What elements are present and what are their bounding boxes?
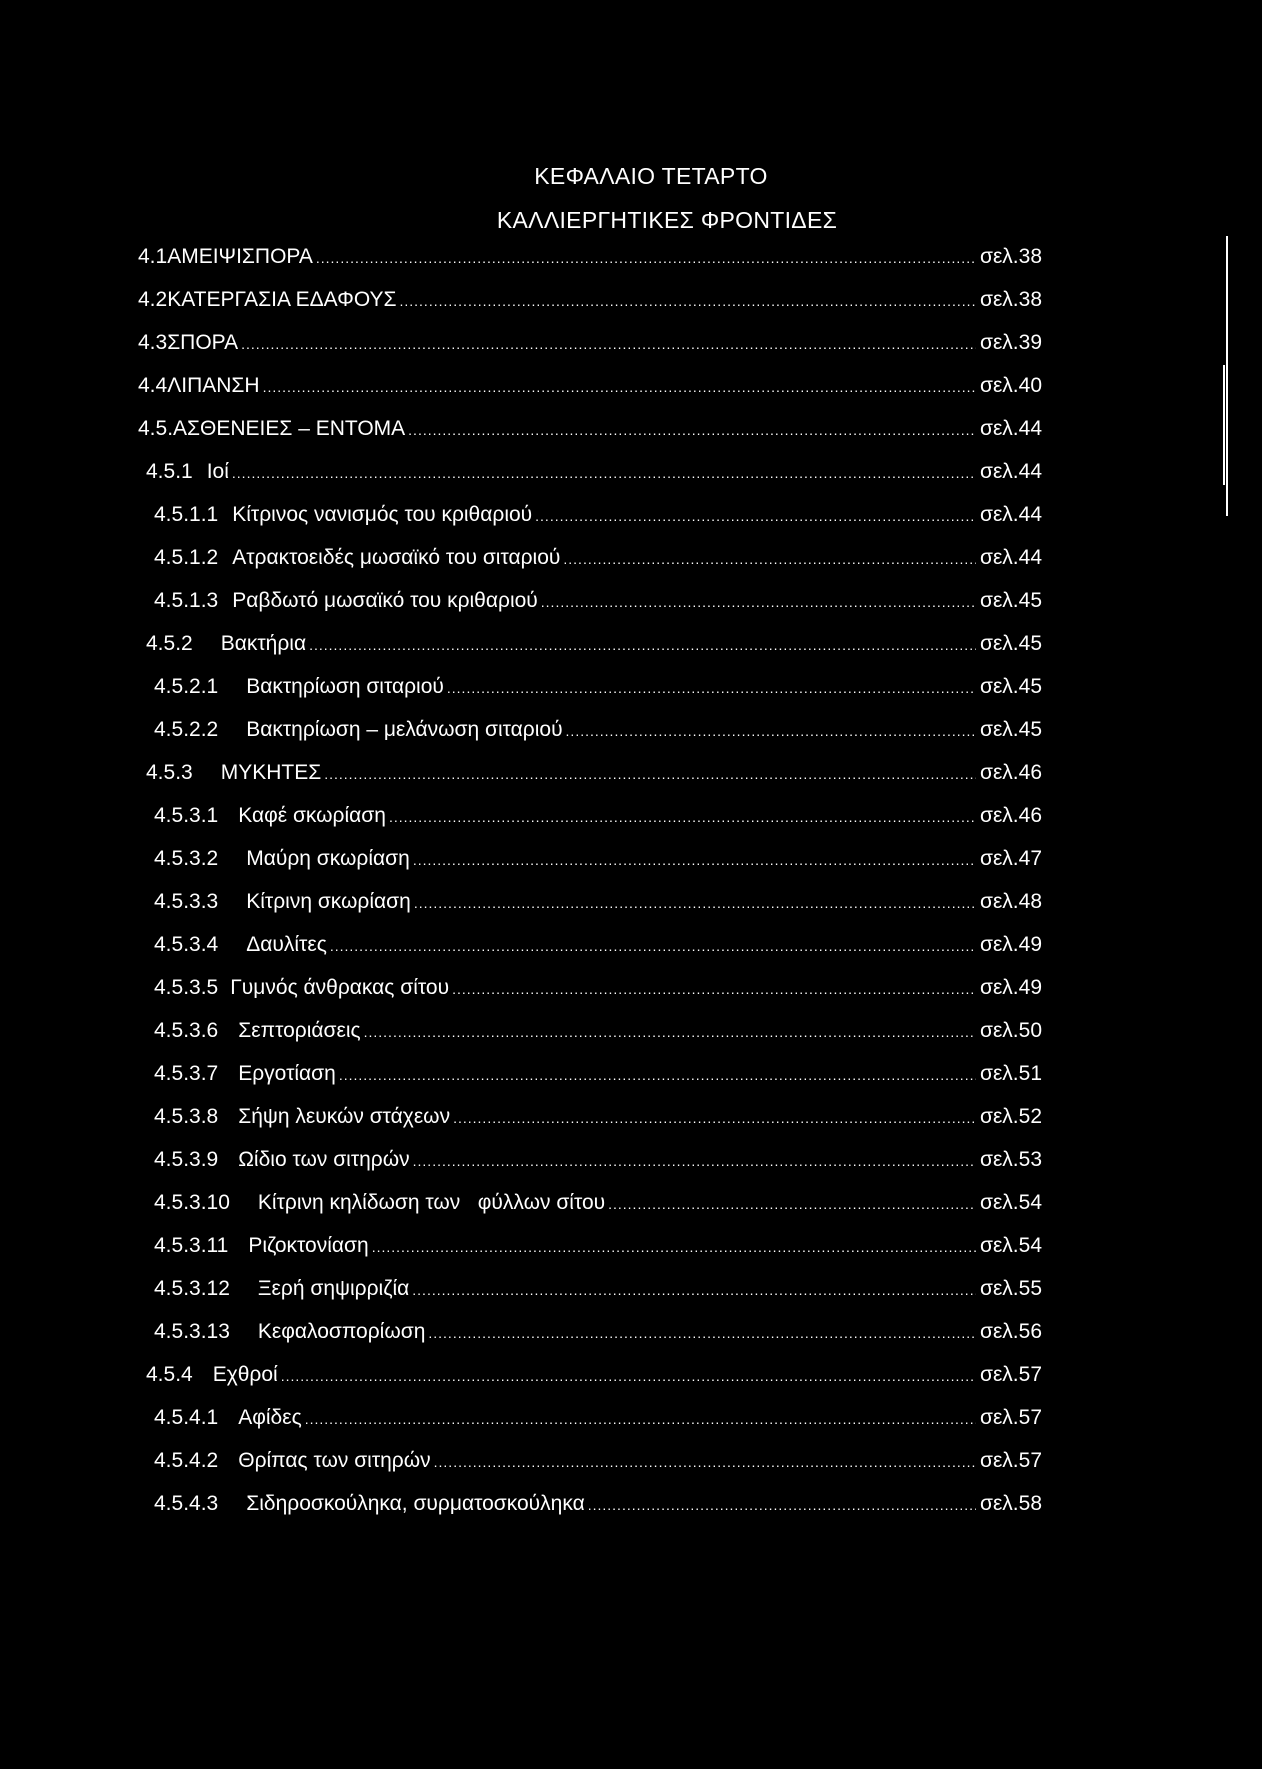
toc-entry-title: Ωίδιο των σιτηρών (238, 1148, 410, 1171)
toc-entry-title: Βακτηρίωση σιταριού (246, 675, 444, 698)
toc-entry-title: Ραβδωτό μωσαϊκό του κριθαριού (232, 589, 538, 612)
toc-entry-title: Σήψη λευκών στάχεων (238, 1105, 451, 1128)
toc-entry-title: ΑΜΕΙΨΙΣΠΟΡΑ (167, 245, 313, 268)
toc-entry (138, 804, 1042, 847)
chapter-heading: ΚΕΦΑΛΑΙΟ ΤΕΤΑΡΤΟ (534, 163, 768, 189)
toc-dot-leader (563, 551, 976, 567)
toc-entry (138, 718, 1042, 761)
toc-entry-page: σελ.53 (979, 1148, 1042, 1171)
toc-entry-title: ΑΣΘΕΝΕΙΕΣ – ΕΝΤΟΜΑ (173, 417, 406, 440)
toc-entry (138, 1363, 1042, 1406)
toc-entry-title: Σεπτοριάσεις (238, 1019, 361, 1042)
toc-dot-leader (428, 1325, 976, 1341)
toc-dot-leader (309, 637, 976, 653)
toc-entry (138, 847, 1042, 890)
toc-entry-page: σελ.54 (979, 1191, 1042, 1214)
toc-entry (138, 976, 1042, 1019)
toc-entry (138, 1406, 1042, 1449)
toc-entry-number: 4.3 (138, 331, 168, 354)
toc-entry-number: 4.5.2.2 (154, 718, 219, 741)
toc-entry (138, 460, 1042, 503)
toc-entry (138, 1277, 1042, 1320)
toc-entry (138, 245, 1042, 288)
toc-entry-title: ΛΙΠΑΝΣΗ (167, 374, 260, 397)
toc-entry-page: σελ.38 (979, 245, 1042, 268)
toc-entry-page: σελ.58 (979, 1492, 1042, 1515)
toc-entry-title: Εργοτίαση (238, 1062, 336, 1085)
toc-entry-title: Βακτήρια (220, 632, 307, 655)
toc-entry-number: 4.2 (138, 288, 168, 311)
toc-entry-page: σελ.38 (979, 288, 1042, 311)
toc-entry-title: Ριζοκτονίαση (248, 1234, 369, 1257)
toc-entry-title: Ξερή σηψιρριζία (257, 1277, 410, 1300)
toc-entry-page: σελ.44 (979, 417, 1042, 440)
toc-entry (138, 1062, 1042, 1105)
toc-dot-leader (305, 1411, 976, 1427)
toc-entry-number: 4.5.3.12 (154, 1277, 230, 1300)
toc-entry (138, 1449, 1042, 1492)
toc-entry (138, 1019, 1042, 1062)
toc-entry-number: 4.5. (138, 417, 174, 440)
toc-entry-page: σελ.48 (979, 890, 1042, 913)
toc-entry (138, 675, 1042, 718)
toc-dot-leader (434, 1454, 976, 1470)
toc-entry-page: σελ.49 (979, 976, 1042, 999)
toc-entry-number: 4.1 (138, 245, 168, 268)
toc-entry-title: Κίτρινος νανισμός του κριθαριού (232, 503, 533, 526)
toc-dot-leader (414, 895, 976, 911)
toc-entry-page: σελ.49 (979, 933, 1042, 956)
toc-entry-page: σελ.45 (979, 675, 1042, 698)
toc-entry (138, 933, 1042, 976)
toc-entry-page: σελ.44 (979, 546, 1042, 569)
toc-entry (138, 589, 1042, 632)
toc-entry (138, 890, 1042, 933)
toc-entry-number: 4.5.4.3 (154, 1492, 219, 1515)
toc-dot-leader (399, 293, 976, 309)
toc-entry-number: 4.5.3.9 (154, 1148, 219, 1171)
chapter-subtitle: ΚΑΛΛΙΕΡΓΗΤΙΚΕΣ ΦΡΟΝΤΙΔΕΣ (496, 207, 838, 233)
toc-entry-page: σελ.57 (979, 1406, 1042, 1429)
toc-entry-number: 4.5.3 (146, 761, 193, 784)
toc-entry-title: Κεφαλοσπορίωση (257, 1320, 426, 1343)
toc-dot-leader (389, 809, 976, 825)
toc-dot-leader (535, 508, 976, 524)
toc-dot-leader (408, 422, 976, 438)
toc-entry-number: 4.5.1.2 (154, 546, 219, 569)
toc-entry (138, 1320, 1042, 1363)
toc-entry (138, 374, 1042, 417)
toc-entry-title: Κίτρινη κηλίδωση των φύλλων σίτου (257, 1191, 606, 1214)
toc-entry-number: 4.5.3.2 (154, 847, 219, 870)
toc-entry (138, 288, 1042, 331)
toc-entry-number: 4.5.1.1 (154, 503, 219, 526)
toc-entry (138, 1105, 1042, 1148)
toc-dot-leader (232, 465, 976, 481)
toc-entry-number: 4.5.4 (146, 1363, 193, 1386)
toc-dot-leader (566, 723, 976, 739)
toc-dot-leader (541, 594, 976, 610)
toc-entry (138, 1234, 1042, 1277)
toc-entry-page: σελ.57 (979, 1363, 1042, 1386)
toc-entry-page: σελ.52 (979, 1105, 1042, 1128)
toc-entry (138, 1191, 1042, 1234)
toc-entry-page: σελ.51 (979, 1062, 1042, 1085)
toc-entry (138, 546, 1042, 589)
toc-dot-leader (413, 852, 976, 868)
toc-dot-leader (281, 1368, 976, 1384)
toc-entry-title: Δαυλίτες (246, 933, 327, 956)
toc-entry-title: Ατρακτοειδές μωσαϊκό του σιταριού (232, 546, 561, 569)
toc-dot-leader (453, 1110, 976, 1126)
toc-dot-leader (324, 766, 976, 782)
toc-entry-title: Θρίπας των σιτηρών (238, 1449, 431, 1472)
toc-entry-number: 4.5.3.13 (154, 1320, 230, 1343)
toc-entry-number: 4.5.3.10 (154, 1191, 230, 1214)
toc-entry-number: 4.5.3.6 (154, 1019, 219, 1042)
toc-entry (138, 632, 1042, 675)
toc-entry (138, 503, 1042, 546)
toc-entry (138, 761, 1042, 804)
toc-entry-page: σελ.50 (979, 1019, 1042, 1042)
toc-dot-leader (372, 1239, 976, 1255)
toc-entry-title: ΣΠΟΡΑ (167, 331, 239, 354)
toc-entry-page: σελ.44 (979, 503, 1042, 526)
toc-dot-leader (608, 1196, 976, 1212)
toc-entry-page: σελ.45 (979, 589, 1042, 612)
toc-entry-number: 4.5.1.3 (154, 589, 219, 612)
toc-entry-title: Μαύρη σκωρίαση (246, 847, 410, 870)
toc-entry-page: σελ.47 (979, 847, 1042, 870)
toc-entry-number: 4.5.3.4 (154, 933, 219, 956)
toc-dot-leader (588, 1497, 976, 1513)
toc-entry-number: 4.5.3.11 (154, 1234, 229, 1257)
toc-dot-leader (339, 1067, 976, 1083)
toc-entry-title: ΚΑΤΕΡΓΑΣΙΑ ΕΔΑΦΟΥΣ (167, 288, 397, 311)
toc-dot-leader (413, 1153, 976, 1169)
toc-entry-number: 4.5.3.1 (154, 804, 219, 827)
toc-entry-page: σελ.55 (979, 1277, 1042, 1300)
toc-entry-number: 4.5.4.2 (154, 1449, 219, 1472)
toc-entry (138, 1492, 1042, 1535)
toc-dot-leader (364, 1024, 976, 1040)
toc-entry-page: σελ.45 (979, 718, 1042, 741)
toc-dot-leader (452, 981, 976, 997)
toc-dot-leader (412, 1282, 976, 1298)
toc-entry-page: σελ.45 (979, 632, 1042, 655)
toc-entry-title: Γυμνός άνθρακας σίτου (230, 976, 450, 999)
toc-entry-page: σελ.54 (979, 1234, 1042, 1257)
toc-dot-leader (263, 379, 976, 395)
toc-entry-page: σελ.46 (979, 761, 1042, 784)
scan-edge-line (1226, 236, 1228, 516)
toc-entry (138, 417, 1042, 460)
toc-entry-title: Ιοί (206, 460, 229, 483)
toc-entry (138, 1148, 1042, 1191)
toc-dot-leader (241, 336, 976, 352)
toc-entry-number: 4.5.3.8 (154, 1105, 219, 1128)
toc-entry-title: Κίτρινη σκωρίαση (246, 890, 411, 913)
toc-entry-number: 4.5.4.1 (154, 1406, 219, 1429)
toc-entry-number: 4.5.2 (146, 632, 193, 655)
toc-entry (138, 331, 1042, 374)
toc-entry-number: 4.5.3.3 (154, 890, 219, 913)
toc-entry-page: σελ.44 (979, 460, 1042, 483)
toc-entry-number: 4.5.3.7 (154, 1062, 219, 1085)
toc-entry-title: Βακτηρίωση – μελάνωση σιταριού (246, 718, 563, 741)
toc-entry-number: 4.5.2.1 (154, 675, 219, 698)
toc-entry-title: Αφίδες (238, 1406, 302, 1429)
toc-entry-title: Καφέ σκωρίαση (238, 804, 386, 827)
toc-entry-page: σελ.40 (979, 374, 1042, 397)
toc-entry-page: σελ.57 (979, 1449, 1042, 1472)
toc-dot-leader (330, 938, 976, 954)
toc-entry-number: 4.5.3.5 (154, 976, 219, 999)
toc-entry-title: ΜΥΚΗΤΕΣ (220, 761, 322, 784)
table-of-contents (138, 245, 1042, 1535)
toc-entry-title: Εχθροί (212, 1363, 278, 1386)
toc-entry-page: σελ.46 (979, 804, 1042, 827)
toc-entry-title: Σιδηροσκούληκα, συρματοσκούληκα (246, 1492, 585, 1515)
toc-dot-leader (316, 250, 976, 266)
toc-entry-number: 4.4 (138, 374, 168, 397)
toc-entry-page: σελ.56 (979, 1320, 1042, 1343)
toc-entry-page: σελ.39 (979, 331, 1042, 354)
toc-entry-number: 4.5.1 (146, 460, 193, 483)
toc-dot-leader (447, 680, 976, 696)
scan-edge-line-inner (1223, 365, 1225, 485)
